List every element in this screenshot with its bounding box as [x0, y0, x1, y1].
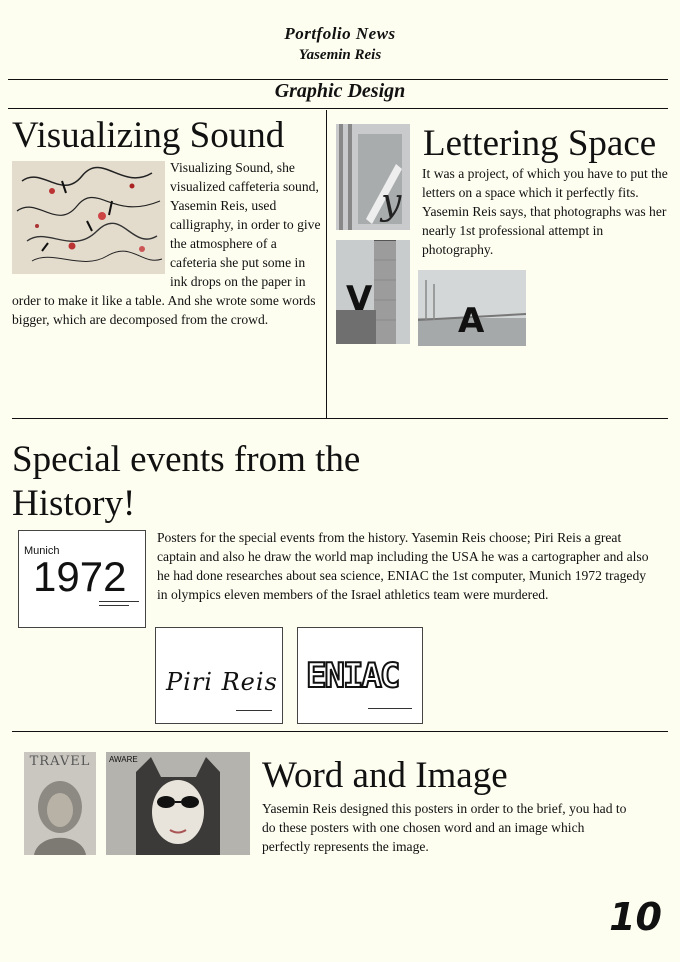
- poster-travel: [24, 752, 96, 855]
- column-divider: [326, 110, 327, 418]
- lettering-space-title: Lettering Space: [423, 123, 657, 164]
- special-events-text: Posters for the special events from the history. Yasemin Reis choose; Piri Reis a great captain and also he draw the world map including the USA he was a cartographer and also he had done researches about sea science, ENIAC the 1st computer, Munich 1972 tragedy in olympics eleven members of the Israel athletics team were murdered.: [157, 530, 649, 602]
- poster-eniac: [297, 627, 423, 724]
- lettering-photo-v: [336, 240, 410, 344]
- lettering-photo-y: [336, 124, 410, 230]
- poster-munich-fineprint: [99, 601, 139, 602]
- poster-munich-year: 1972: [33, 553, 127, 600]
- poster-aware: [106, 752, 250, 855]
- poster-munich-label: Munich: [24, 545, 60, 557]
- header-divider-bottom: [8, 108, 668, 109]
- calligraphy-artwork: [12, 161, 165, 274]
- poster-piri-fineprint: [236, 710, 272, 711]
- lettering-photo-a: [418, 270, 526, 346]
- poster-eniac-fineprint: [368, 708, 412, 709]
- poster-eniac-text: ENIAC: [306, 656, 399, 696]
- poster-piri-reis: [155, 627, 283, 724]
- poster-munich-fineprint-2: [99, 605, 129, 606]
- word-and-image-text: Yasemin Reis designed this posters in order to the brief, you had to do these posters with one chosen word and an image which perfectly represents the image.: [262, 801, 627, 854]
- special-events-title-line1: Special events from the: [12, 439, 361, 480]
- poster-aware-label: AWARE: [109, 755, 138, 764]
- svg-text:V: V: [346, 279, 373, 319]
- author-name: Yasemin Reis: [298, 47, 382, 63]
- visualizing-sound-title: Visualizing Sound: [12, 115, 285, 156]
- lettering-space-text: It was a project, of which you have to put the letters on a space which it perfectly fits. Yasemin Reis says, that photographs was her nearly 1st professional attempt in photography.: [422, 166, 668, 257]
- visualizing-sound-text: Visualizing Sound, she visualized caffeteria sound, Yasemin Reis, used calligraphy, in order to give the atmosphere of a cafeteria she put some in ink drops on the paper in order to make it like a table. And she wrote some words bigger, which are decomposed from the crowd.: [12, 160, 321, 327]
- special-events-title: [12, 438, 612, 526]
- section-title: Graphic Design: [274, 80, 406, 102]
- poster-piri-text: Piri Reis: [166, 668, 278, 696]
- special-events-title-line2: History!: [12, 483, 136, 524]
- word-and-image-title: Word and Image: [262, 755, 508, 796]
- section-divider-1: [12, 418, 668, 419]
- poster-travel-label: TRAVEL: [29, 754, 91, 769]
- section-divider-2: [12, 731, 668, 732]
- svg-text:A: A: [458, 301, 485, 341]
- svg-text:y: y: [381, 182, 402, 223]
- visualizing-sound-article: [12, 116, 322, 329]
- poster-munich-1972: [18, 530, 146, 628]
- page-number: 10: [609, 895, 662, 939]
- newsletter-title: Portfolio News: [284, 24, 396, 43]
